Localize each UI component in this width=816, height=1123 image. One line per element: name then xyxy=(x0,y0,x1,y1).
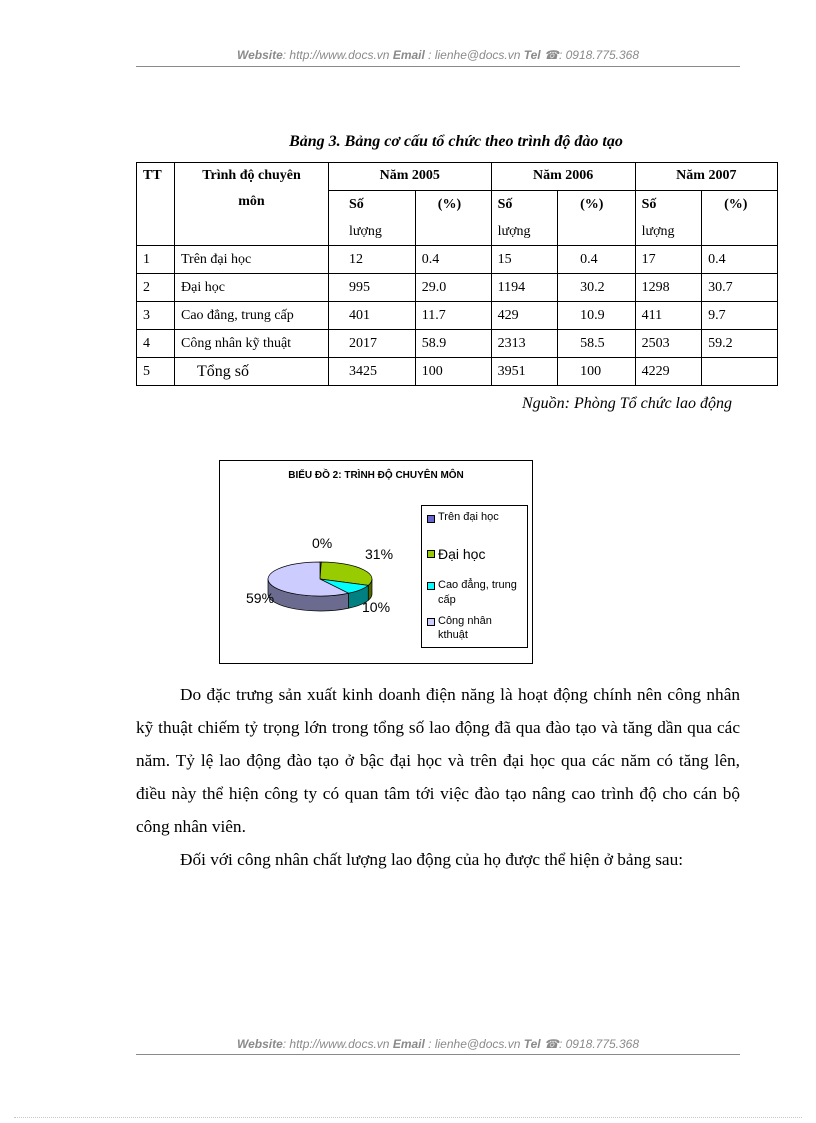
cell-qty-2006: 3951 xyxy=(491,358,558,386)
paragraph-text: Đối với công nhân chất lượng lao động của họ được thể hiện ở bảng sau: xyxy=(180,850,684,869)
year-header: Năm 2005 xyxy=(329,163,492,191)
row-level: Trên đại học xyxy=(175,246,329,274)
qty-header-line1: Số xyxy=(349,197,364,212)
data-label-cong-nhan: 59% xyxy=(246,590,275,606)
cell-pct-2007: 0.4 xyxy=(702,246,778,274)
tel-value: : 0918.775.368 xyxy=(558,48,640,62)
data-label-cao-dang: 10% xyxy=(362,599,391,615)
email-label: Email xyxy=(392,1037,425,1051)
cell-qty-2005: 401 xyxy=(329,302,416,330)
qty-header-line2: lượng xyxy=(349,224,382,239)
cell-qty-2007: 411 xyxy=(635,302,702,330)
phone-icon: ☎ xyxy=(544,1037,559,1051)
col-header-level-line1: Trình độ chuyên xyxy=(202,168,301,183)
col-header-tt: TT xyxy=(137,163,175,246)
legend-item xyxy=(427,578,525,608)
legend-item xyxy=(427,546,485,562)
body-paragraph-1 xyxy=(136,678,740,843)
chart-legend xyxy=(421,505,528,648)
table-row xyxy=(137,358,778,386)
col-header-level xyxy=(175,163,329,246)
cell-pct-2005: 100 xyxy=(415,358,491,386)
cell-qty-2005: 2017 xyxy=(329,330,416,358)
qty-header xyxy=(491,191,558,246)
legend-swatch xyxy=(427,550,435,558)
row-level: Cao đẳng, trung cấp xyxy=(175,302,329,330)
pct-header: (%) xyxy=(415,191,491,246)
row-level: Tổng số xyxy=(175,358,329,386)
legend-item xyxy=(427,511,499,523)
row-tt: 2 xyxy=(137,274,175,302)
cell-qty-2007: 4229 xyxy=(635,358,702,386)
legend-label: Cao đẳng, trung cấp xyxy=(438,579,517,606)
pct-header: (%) xyxy=(558,191,636,246)
cell-qty-2005: 995 xyxy=(329,274,416,302)
table-row xyxy=(137,302,778,330)
phone-icon: ☎ xyxy=(544,48,559,62)
cell-pct-2006: 30.2 xyxy=(558,274,636,302)
cell-qty-2007: 2503 xyxy=(635,330,702,358)
tel-label: Tel xyxy=(523,1037,541,1051)
cell-pct-2005: 58.9 xyxy=(415,330,491,358)
cell-qty-2005: 12 xyxy=(329,246,416,274)
header-divider xyxy=(136,66,740,67)
row-level: Công nhân kỹ thuật xyxy=(175,330,329,358)
table-row xyxy=(137,274,778,302)
body-paragraph-2 xyxy=(136,843,740,876)
col-header-level-line2: môn xyxy=(238,194,265,209)
paragraph-text: Do đặc trưng sản xuất kinh doanh điện năng là hoạt động chính nên công nhân kỹ thuật chiếm tỷ trọng lớn trong tổng số lao động đã qua đào tạo và tăng dần qua các năm. Tỷ lệ lao động đào tạo ở bậc đại học và trên đại học qua các năm có tăng lên, điều này thể hiện công ty có quan tâm tới việc đào tạo nâng cao trình độ cho cán bộ công nhân viên. xyxy=(136,685,740,836)
row-level: Đại học xyxy=(175,274,329,302)
row-tt: 4 xyxy=(137,330,175,358)
table-source: Nguồn: Phòng Tổ chức lao động xyxy=(521,395,732,412)
pct-header: (%) xyxy=(702,191,778,246)
email-value: : lienhe@docs.vn xyxy=(428,1037,521,1051)
cell-qty-2007: 17 xyxy=(635,246,702,274)
email-value: : lienhe@docs.vn xyxy=(428,48,521,62)
legend-label: Công nhân kthuật xyxy=(438,615,492,641)
legend-item xyxy=(427,614,511,642)
data-label-dai-hoc: 31% xyxy=(365,546,394,562)
staff-structure-table xyxy=(136,162,778,386)
row-tt: 5 xyxy=(137,358,175,386)
legend-label: Đại học xyxy=(438,546,486,562)
page-edge xyxy=(14,1117,802,1118)
cell-qty-2005: 3425 xyxy=(329,358,416,386)
cell-pct-2007 xyxy=(702,358,778,386)
email-label: Email xyxy=(392,48,425,62)
table-row xyxy=(137,330,778,358)
pie-chart xyxy=(219,460,533,664)
cell-qty-2006: 1194 xyxy=(491,274,558,302)
cell-pct-2005: 11.7 xyxy=(415,302,491,330)
footer-divider xyxy=(136,1054,740,1055)
tel-value: : 0918.775.368 xyxy=(558,1037,640,1051)
cell-qty-2006: 429 xyxy=(491,302,558,330)
cell-pct-2007: 59.2 xyxy=(702,330,778,358)
cell-pct-2005: 0.4 xyxy=(415,246,491,274)
qty-header-line1: Số xyxy=(641,197,657,212)
data-label-tren-dai-hoc: 0% xyxy=(312,535,333,551)
cell-pct-2006: 10.9 xyxy=(558,302,636,330)
table-row xyxy=(137,246,778,274)
website-url: : http://www.docs.vn xyxy=(282,1037,390,1051)
qty-header-line2: lượng xyxy=(641,224,675,239)
page-footer xyxy=(136,1037,740,1051)
row-tt: 1 xyxy=(137,246,175,274)
cell-qty-2006: 2313 xyxy=(491,330,558,358)
legend-swatch xyxy=(427,618,435,626)
legend-swatch xyxy=(427,582,435,590)
chart-title: BIỂU ĐỒ 2: TRÌNH ĐỘ CHUYÊN MÔN xyxy=(288,470,464,481)
cell-pct-2007: 9.7 xyxy=(702,302,778,330)
cell-qty-2006: 15 xyxy=(491,246,558,274)
cell-pct-2006: 100 xyxy=(558,358,636,386)
legend-swatch xyxy=(427,515,435,523)
website-label: Website xyxy=(236,1037,283,1051)
table-title: Bảng 3. Bảng cơ cấu tổ chức theo trình độ đào tạo xyxy=(289,133,623,150)
cell-pct-2007: 30.7 xyxy=(702,274,778,302)
legend-label: Trên đại học xyxy=(438,511,499,523)
qty-header xyxy=(635,191,702,246)
qty-header xyxy=(329,191,416,246)
qty-header-line1: Số xyxy=(497,197,513,212)
cell-qty-2007: 1298 xyxy=(635,274,702,302)
cell-pct-2006: 0.4 xyxy=(558,246,636,274)
year-header: Năm 2007 xyxy=(635,163,777,191)
page-header xyxy=(136,48,740,62)
cell-pct-2005: 29.0 xyxy=(415,274,491,302)
cell-pct-2006: 58.5 xyxy=(558,330,636,358)
tel-label: Tel xyxy=(523,48,541,62)
year-header: Năm 2006 xyxy=(491,163,635,191)
website-url: : http://www.docs.vn xyxy=(282,48,390,62)
qty-header-line2: lượng xyxy=(497,224,531,239)
website-label: Website xyxy=(236,48,283,62)
row-tt: 3 xyxy=(137,302,175,330)
